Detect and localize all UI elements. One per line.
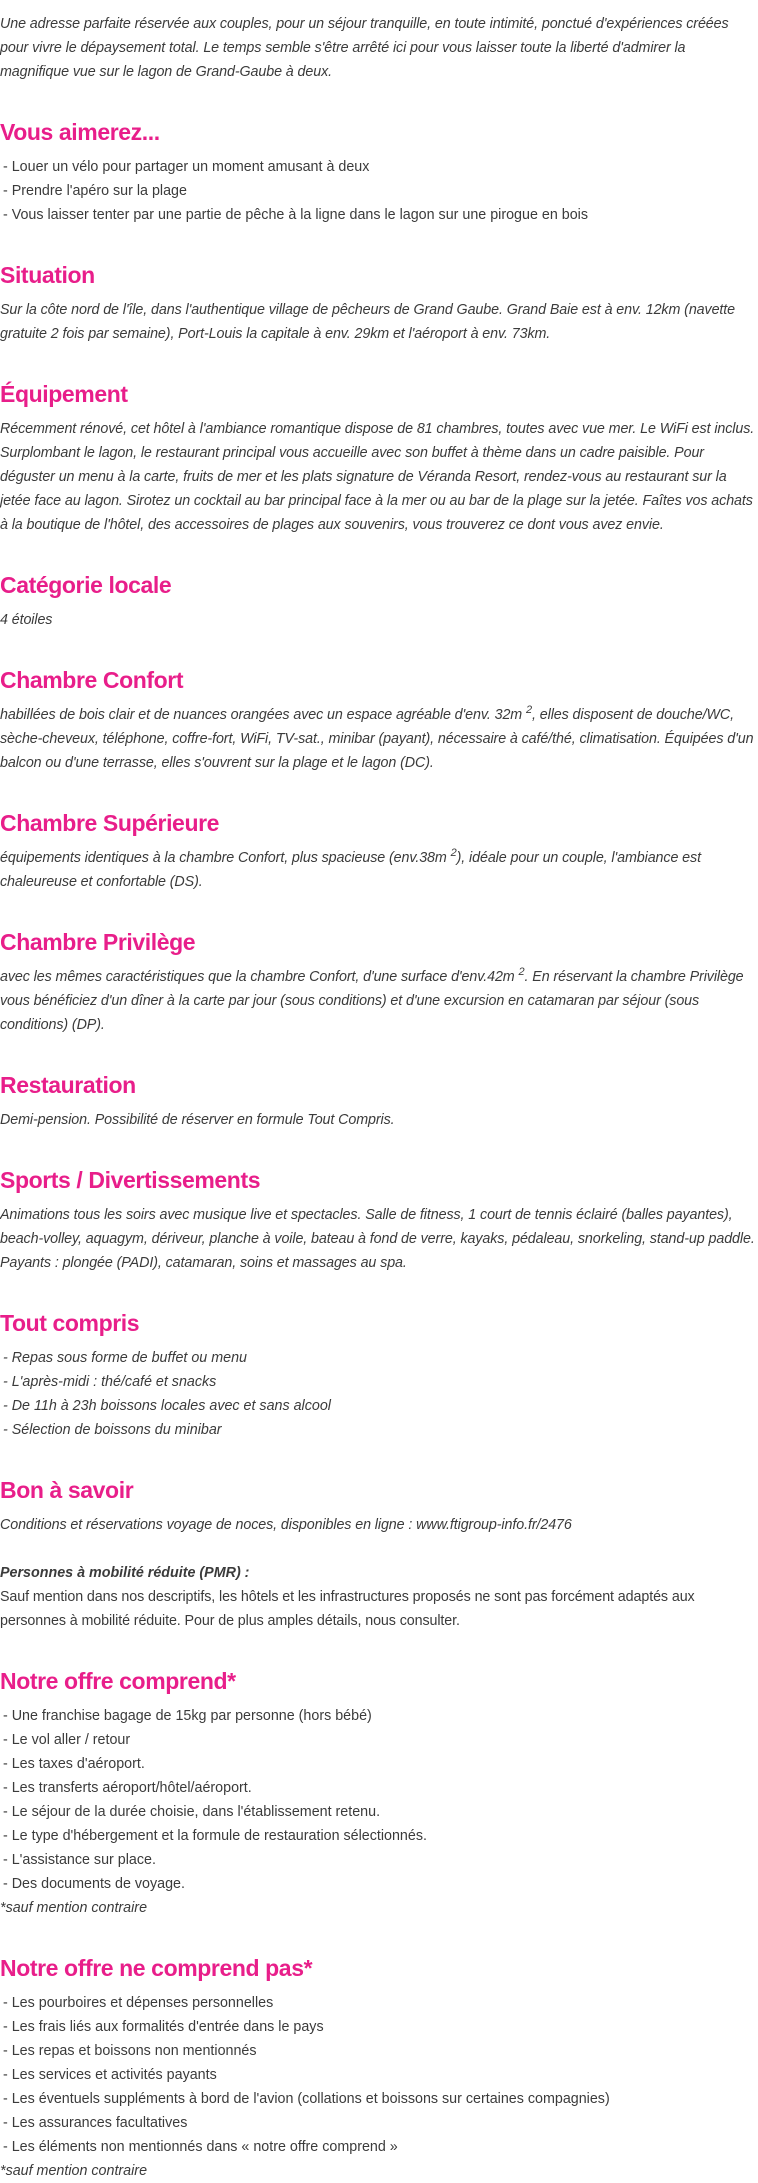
list-item: - Sélection de boissons du minibar: [3, 1422, 222, 1438]
section-text: [0, 965, 758, 1037]
section-text: [0, 846, 758, 894]
section-text: [0, 703, 758, 775]
section-title: Chambre Confort: [0, 667, 184, 693]
section-offre-ne-comprend-pas: [0, 1953, 758, 2183]
section-title: Restauration: [0, 1072, 136, 1098]
section-chambre-privilege: [0, 927, 758, 1037]
list-item: - L'assistance sur place.: [3, 1852, 156, 1868]
section-title: Catégorie locale: [0, 572, 172, 598]
text-part: . En réservant la chambre Privilège vous bénéficiez d'un dîner à la carte par jour (sous conditions) et d'une excursion en catamaran par séjour (sous conditions) (DP).: [0, 969, 744, 1033]
list-item: - Le séjour de la durée choisie, dans l'établissement retenu.: [3, 1804, 381, 1820]
list: [0, 1346, 758, 1442]
text-part: habillées de bois clair et de nuances orangées avec un espace agréable d'env. 32m: [0, 707, 526, 723]
list: [0, 1991, 758, 2183]
section-title: Sports / Divertissements: [0, 1167, 261, 1193]
list-item: - Les éléments non mentionnés dans « notre offre comprend »: [3, 2139, 398, 2155]
section-vous-aimerez: [0, 117, 758, 227]
list-item: - Prendre l'apéro sur la plage: [3, 183, 187, 199]
note: *sauf mention contraire: [0, 1900, 148, 1916]
note: *sauf mention contraire: [0, 2163, 148, 2179]
list-item: - L'après-midi : thé/café et snacks: [3, 1374, 217, 1390]
list-item: - Repas sous forme de buffet ou menu: [3, 1350, 247, 1366]
superscript: 2: [450, 847, 457, 860]
section-title: Situation: [0, 262, 95, 288]
section-text: Sur la côte nord de l'île, dans l'authentique village de pêcheurs de Grand Gaube. Grand Baie est à env. 12km (navette gratuite 2 fois par semaine), Port-Louis la capitale à env. 29km et l'aéroport à env. 73km.: [0, 302, 736, 342]
list-item: - Les pourboires et dépenses personnelles: [3, 1995, 274, 2011]
section-title: Chambre Privilège: [0, 929, 196, 955]
text-part: avec les mêmes caractéristiques que la chambre Confort, d'une surface d'env.42m: [0, 969, 519, 985]
section-title: Notre offre comprend*: [0, 1668, 236, 1694]
section-sports: [0, 1165, 758, 1275]
section-title: Chambre Supérieure: [0, 810, 220, 836]
text-part: équipements identiques à la chambre Confort, plus spacieuse (env.38m: [0, 850, 451, 866]
list-item: - Les frais liés aux formalités d'entrée dans le pays: [3, 2019, 324, 2035]
list: [0, 155, 758, 227]
section-title: Bon à savoir: [0, 1477, 134, 1503]
superscript: 2: [526, 704, 533, 717]
text-part: ), idéale pour un couple, l'ambiance est chaleureuse et confortable (DS).: [0, 850, 701, 890]
list-item: - Les transferts aéroport/hôtel/aéroport.: [3, 1780, 252, 1796]
section-chambre-superieure: [0, 808, 758, 894]
section-bon-a-savoir: [0, 1475, 758, 1633]
list-item: - Le type d'hébergement et la formule de restauration sélectionnés.: [3, 1828, 427, 1844]
pmr-text: Sauf mention dans nos descriptifs, les hôtels et les infrastructures proposés ne sont pas forcément adaptés aux personnes à mobilité réduite. Pour de plus amples détails, nous consulter.: [0, 1589, 695, 1629]
section-situation: [0, 260, 758, 346]
list: [0, 1704, 758, 1920]
text-part: , elles disposent de douche/WC, sèche-cheveux, téléphone, coffre-fort, WiFi, TV-sat., minibar (payant), nécessaire à café/thé, climatisation. Équipées d'un balcon ou d'une terrasse, elles s'ouvrent sur la plage et le lagon (DC).: [0, 707, 754, 771]
section-title: Tout compris: [0, 1310, 140, 1336]
list-item: - Les éventuels suppléments à bord de l'avion (collations et boissons sur certaines compagnies): [3, 2091, 610, 2107]
section-text: 4 étoiles: [0, 612, 53, 628]
list-item: - Les services et activités payants: [3, 2067, 217, 2083]
section-equipement: [0, 379, 758, 537]
section-title: Équipement: [0, 381, 128, 407]
list-item: - Les taxes d'aéroport.: [3, 1756, 145, 1772]
section-text: Demi-pension. Possibilité de réserver en formule Tout Compris.: [0, 1112, 395, 1128]
intro-text: Une adresse parfaite réservée aux couples, pour un séjour tranquille, en toute intimité, ponctué d'expériences créées pour vivre le dépaysement total. Le temps semble s'être arrêté ici pour vous laisser toute la liberté d'admirer la magnifique vue sur le lagon de Grand-Gaube à deux.: [0, 16, 729, 80]
list-item: - De 11h à 23h boissons locales avec et sans alcool: [3, 1398, 331, 1414]
pmr-title: Personnes à mobilité réduite (PMR) :: [0, 1565, 250, 1581]
list-item: - Le vol aller / retour: [3, 1732, 131, 1748]
superscript: 2: [518, 966, 525, 979]
list-item: - Des documents de voyage.: [3, 1876, 185, 1892]
section-categorie: [0, 570, 758, 632]
section-title: Vous aimerez...: [0, 119, 160, 145]
list-item: - Les repas et boissons non mentionnés: [3, 2043, 257, 2059]
section-restauration: [0, 1070, 758, 1132]
list-item: - Une franchise bagage de 15kg par personne (hors bébé): [3, 1708, 372, 1724]
section-text: Animations tous les soirs avec musique live et spectacles. Salle de fitness, 1 court de tennis éclairé (balles payantes), beach-volley, aquagym, dériveur, planche à voile, bateau à fond de verre, kayaks, pédaleau, snorkeling, stand-up paddle. Payants : plongée (PADI), catamaran, soins et massages au spa.: [0, 1207, 755, 1271]
section-text: Conditions et réservations voyage de noces, disponibles en ligne : www.ftigroup-info.fr/2476: [0, 1517, 572, 1533]
section-tout-compris: [0, 1308, 758, 1442]
list-item: - Les assurances facultatives: [3, 2115, 188, 2131]
section-text: Récemment rénové, cet hôtel à l'ambiance romantique dispose de 81 chambres, toutes avec vue mer. Le WiFi est inclus. Surplombant le lagon, le restaurant principal vous accueille avec son buffet à thème dans un cadre paisible. Pour déguster un menu à la carte, fruits de mer et les plats signature de Véranda Resort, rendez-vous au restaurant sur la jetée face au lagon. Sirotez un cocktail au bar principal face à la mer ou au bar de la plage sur la jetée. Faîtes vos achats à la boutique de l'hôtel, des accessoires de plages aux souvenirs, vous trouverez ce dont vous avez envie.: [0, 421, 755, 533]
section-chambre-confort: [0, 665, 758, 775]
list-item: - Louer un vélo pour partager un moment amusant à deux: [3, 159, 370, 175]
section-title: Notre offre ne comprend pas*: [0, 1955, 313, 1981]
list-item: - Vous laisser tenter par une partie de pêche à la ligne dans le lagon sur une pirogue en bois: [3, 207, 588, 223]
section-offre-comprend: [0, 1666, 758, 1920]
